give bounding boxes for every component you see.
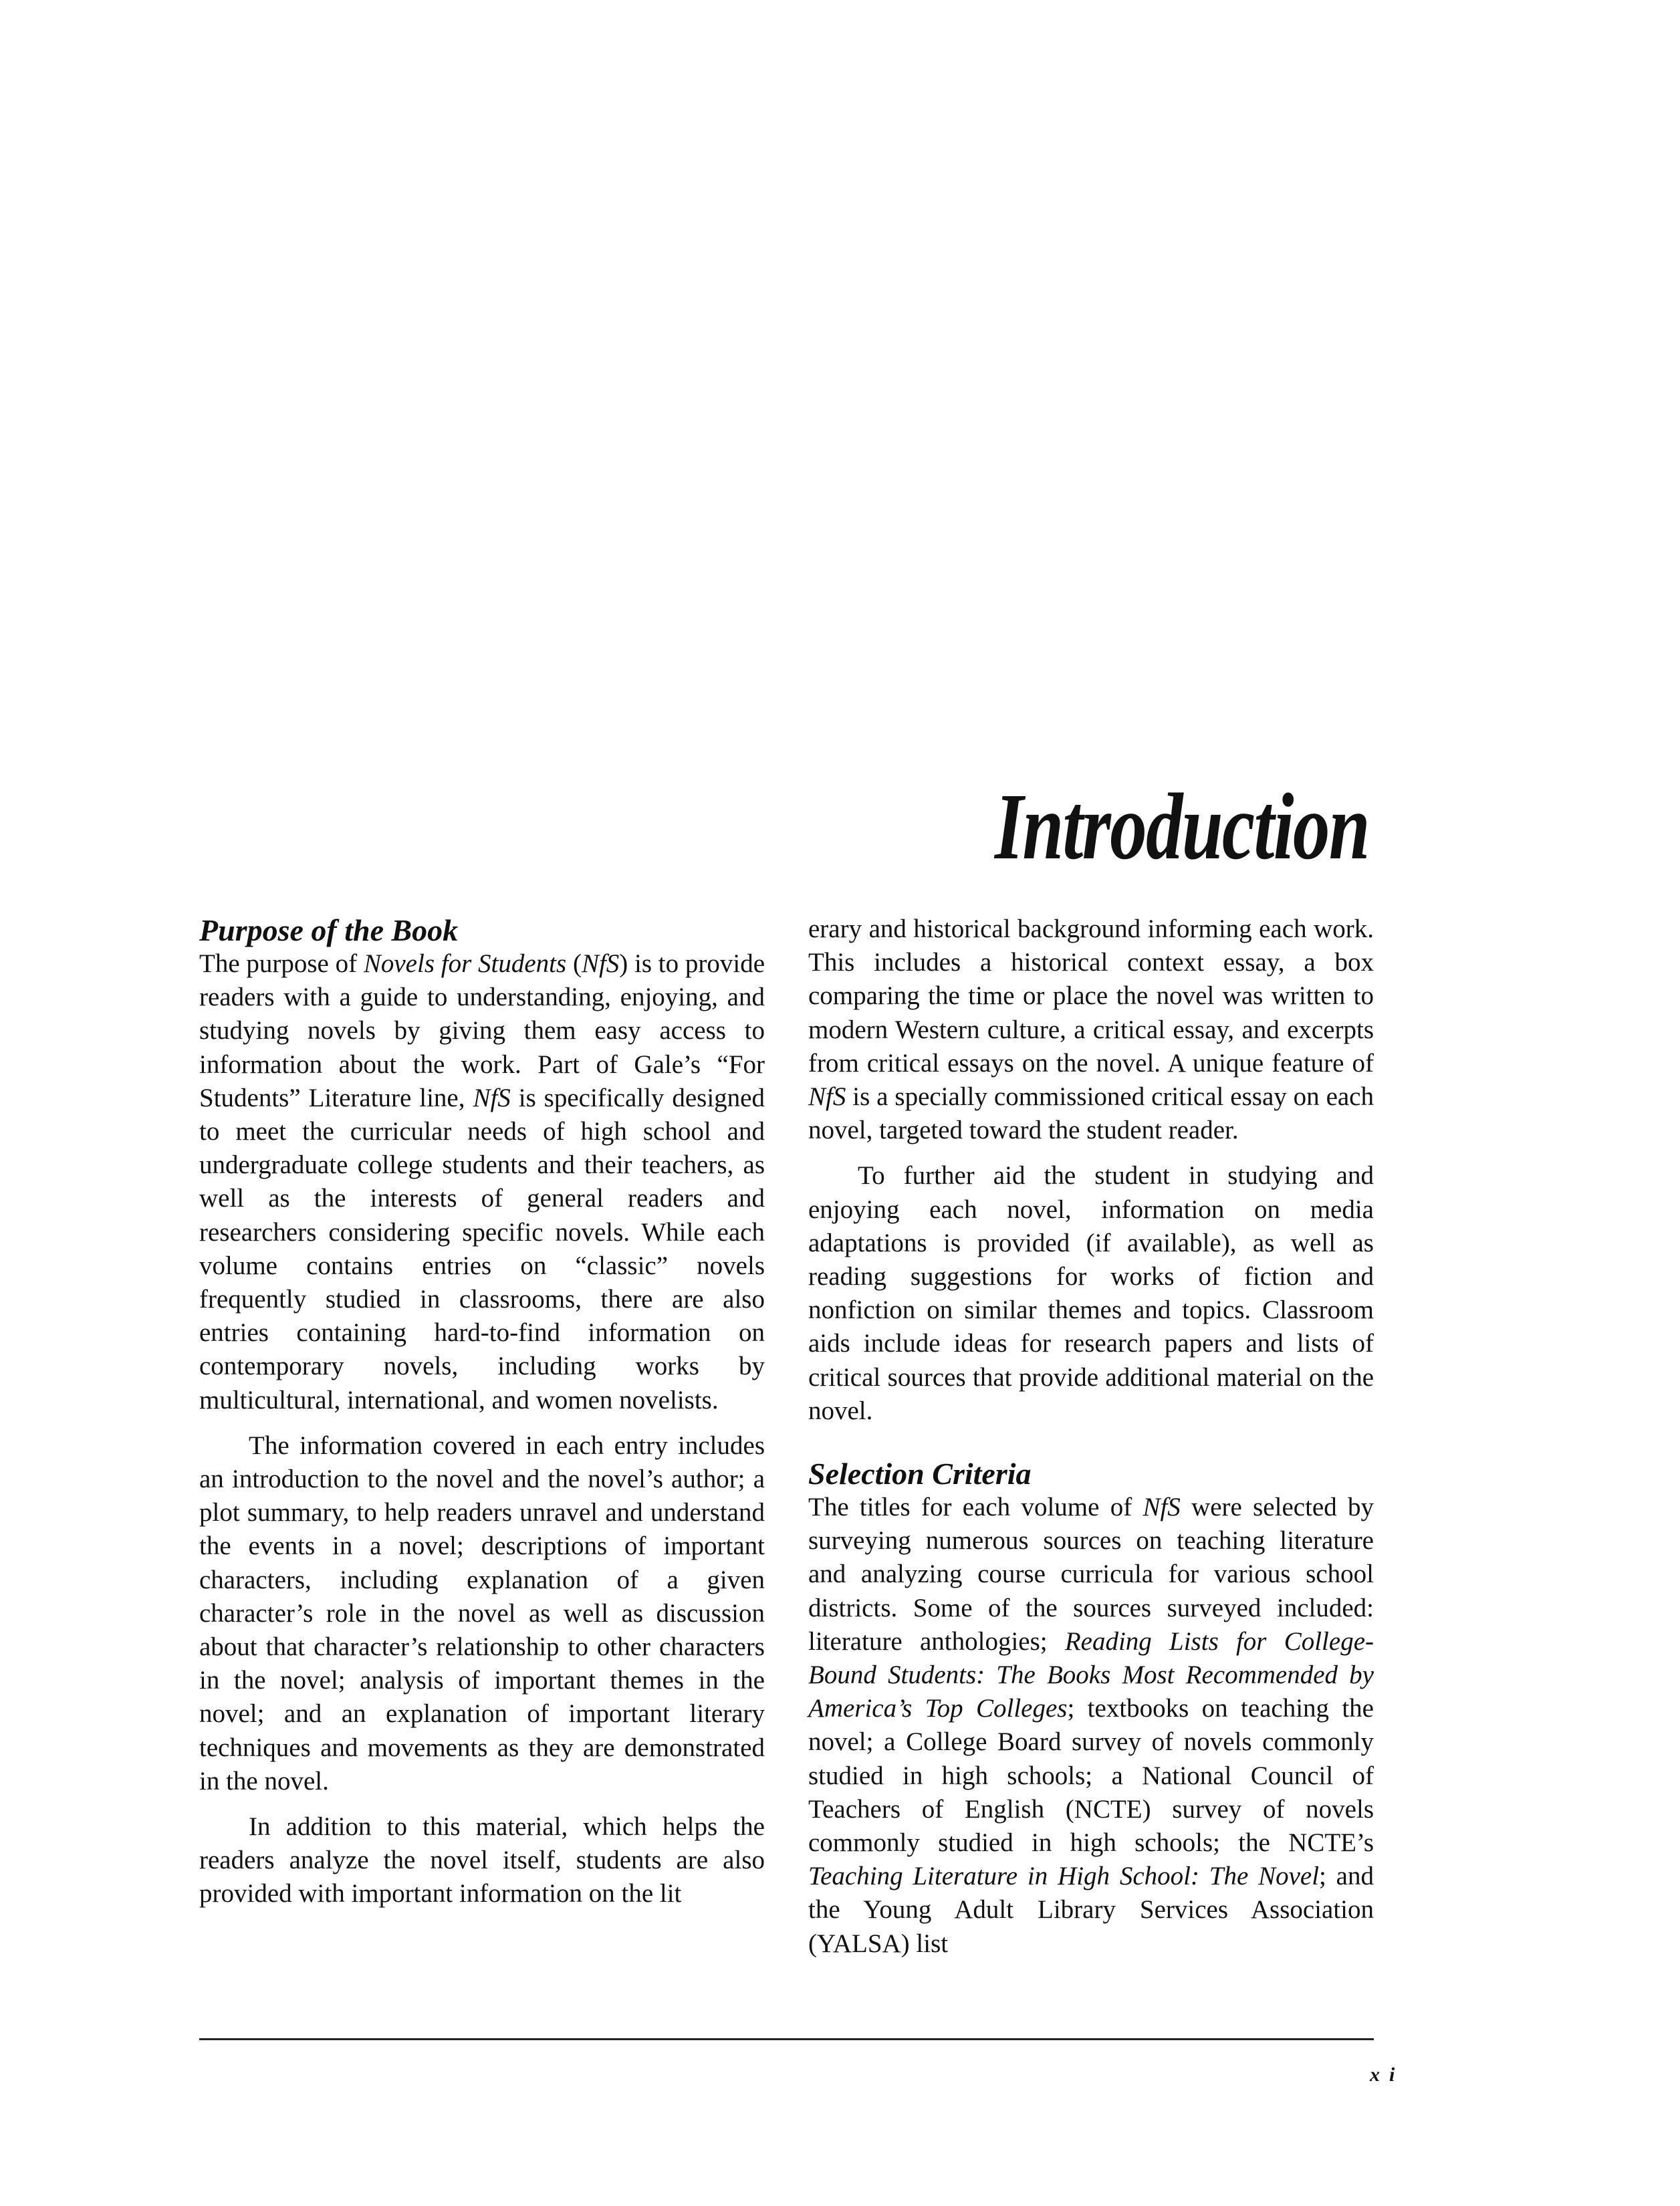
italic-title: NfS xyxy=(808,1082,846,1112)
paragraph-purpose-4: erary and historical background informing each work. This includes a historical context essay, a box comparing the time or place the novel was written to modern Western culture, a critical essay, and excerpts from critical essays on the novel. A unique feature of NfS is a specially commissioned critical essay on each novel, targeted toward the student reader. xyxy=(808,914,1374,1145)
italic-title: NfS xyxy=(473,1083,511,1112)
paragraph-purpose-2: The information covered in each entry includes an introduction to the novel and the novel’s author; a plot summary, to help readers unravel and understand the events in a novel; descriptions of important characters, including explanation of a given character’s role in the novel as well as discussion about that character’s relationship to other characters in the novel; analysis of important themes in the novel; and an explanation of important literary techniques and movements as they are demonstrated in the novel. xyxy=(199,1431,765,1796)
paragraph-selection-1: The titles for each volume of NfS were selected by surveying numerous sources on teaching literature and analyzing course curricula for various school districts. Some of the sources surveyed included: literature anthologies; Reading Lists for College-Bound Students: The Books Most Recommended by America’s Top Colleges; textbooks on teaching the novel; a College Board survey of novels commonly studied in high schools; a National Council of Teachers of English (NCTE) survey of novels commonly studied in high schools; the NCTE’s Teaching Literature in High School: The Novel; and the Young Adult Library Services Association (YALSA) list xyxy=(808,1493,1374,1958)
italic-title: Teaching Literature in High School: The Novel xyxy=(808,1862,1320,1891)
left-column xyxy=(199,912,765,1911)
italic-title: NfS xyxy=(581,949,620,978)
page-title: Introduction xyxy=(995,773,1369,879)
right-column xyxy=(808,912,1374,1961)
italic-title: Novels for Students xyxy=(363,949,567,978)
italic-title: NfS xyxy=(1143,1493,1181,1522)
page-number: xi xyxy=(1370,2064,1405,2086)
paragraph-purpose-3: In addition to this material, which helps the readers analyze the novel itself, students are also provided with important information on the lit xyxy=(199,1812,765,1909)
section-heading-purpose: Purpose of the Book xyxy=(199,913,459,947)
paragraph-purpose-5: To further aid the student in studying and enjoying each novel, information on media adaptations is provided (if available), as well as reading suggestions for works of fiction and nonfiction on similar themes and topics. Classroom aids include ideas for research papers and lists of critical sources that provide additional material on the novel. xyxy=(808,1161,1374,1425)
italic-title: Reading Lists for College-Bound Students: The Books Most Recommended by America’s Top Colleges xyxy=(808,1626,1374,1723)
paragraph-purpose-1: The purpose of Novels for Students (NfS) is to provide readers with a guide to understanding, enjoying, and studying novels by giving them easy access to information about the work. Part of Gale’s “For Students” Literature line, NfS is specifically designed to meet the curricular needs of high school and undergraduate college students and their teachers, as well as the interests of general readers and researchers considering specific novels. While each volume contains entries on “classic” novels frequently studied in classrooms, there are also entries containing hard-to-find information on contemporary novels, including works by multicultural, international, and women novelists. xyxy=(199,949,765,1415)
section-heading-selection: Selection Criteria xyxy=(808,1457,1032,1491)
footer-rule xyxy=(199,2038,1374,2040)
